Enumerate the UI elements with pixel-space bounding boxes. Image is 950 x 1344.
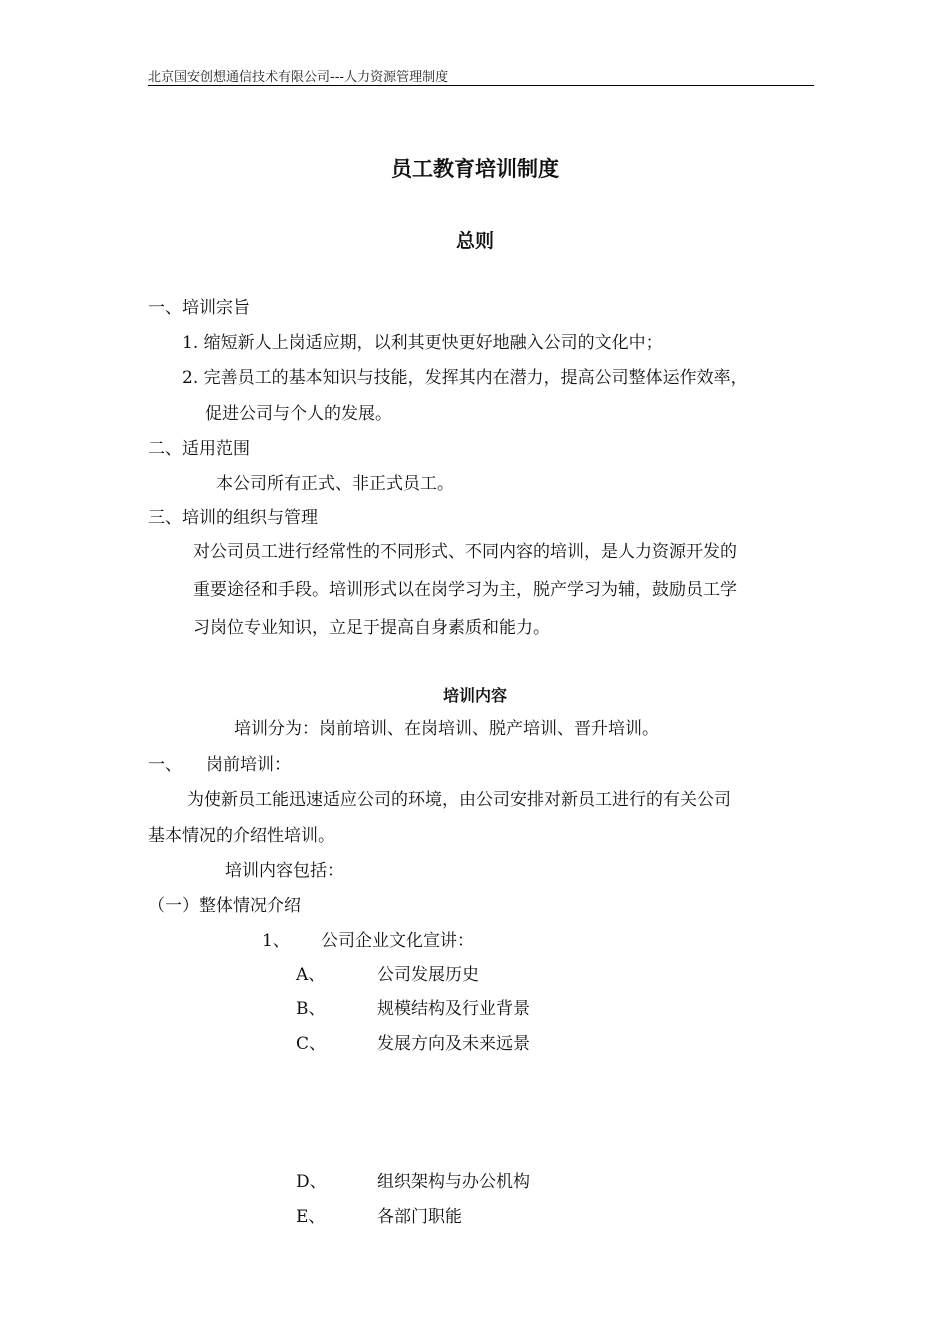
general-heading: 总则 <box>455 230 494 252</box>
subitem-letter: A、 <box>296 965 326 985</box>
culture-item-label: 公司企业文化宣讲： <box>321 931 474 951</box>
pre-job-number: 一、 <box>148 755 182 775</box>
subitem-letter: B、 <box>296 999 326 1019</box>
scope-heading: 二、适用范围 <box>148 439 250 459</box>
subitem-text: 组织架构与办公机构 <box>377 1172 530 1192</box>
pre-job-desc-line-2: 基本情况的介绍性培训。 <box>148 826 335 846</box>
subitem-text: 发展方向及未来远景 <box>377 1034 530 1054</box>
overview-subheading: （一）整体情况介绍 <box>148 896 301 916</box>
purpose-heading: 一、培训宗旨 <box>148 298 250 318</box>
organization-line-3: 习岗位专业知识，立足于提高自身素质和能力。 <box>193 618 550 638</box>
purpose-item-2-line-1: 2. 完善员工的基本知识与技能，发挥其内在潜力，提高公司整体运作效率， <box>182 368 748 388</box>
subitem-text: 公司发展历史 <box>377 965 479 985</box>
subitem-letter: E、 <box>296 1207 326 1227</box>
document-title: 员工教育培训制度 <box>391 157 559 181</box>
header-rule <box>148 85 814 86</box>
subitem-text: 各部门职能 <box>377 1207 462 1227</box>
content-heading: 培训内容 <box>442 686 507 705</box>
organization-heading: 三、培训的组织与管理 <box>148 508 318 528</box>
pre-job-includes: 培训内容包括： <box>225 861 344 881</box>
subitem-letter: C、 <box>296 1034 327 1054</box>
organization-line-2: 重要途径和手段。培训形式以在岗学习为主，脱产学习为辅，鼓励员工学 <box>193 580 737 600</box>
scope-text: 本公司所有正式、非正式员工。 <box>216 474 454 494</box>
training-types: 培训分为：岗前培训、在岗培训、脱产培训、晋升培训。 <box>234 719 659 739</box>
purpose-item-2-line-2: 促进公司与个人的发展。 <box>205 404 392 424</box>
pre-job-label: 岗前培训： <box>206 755 291 775</box>
pre-job-desc-line-1: 为使新员工能迅速适应公司的环境，由公司安排对新员工进行的有关公司 <box>187 790 731 810</box>
culture-item-number: 1、 <box>262 931 290 951</box>
subitem-text: 规模结构及行业背景 <box>377 999 530 1019</box>
organization-line-1: 对公司员工进行经常性的不同形式、不同内容的培训，是人力资源开发的 <box>193 542 737 562</box>
page-header: 北京国安创想通信技术有限公司---人力资源管理制度 <box>148 70 449 85</box>
purpose-item-1: 1. 缩短新人上岗适应期，以利其更快更好地融入公司的文化中； <box>182 333 663 353</box>
subitem-letter: D、 <box>296 1172 327 1192</box>
